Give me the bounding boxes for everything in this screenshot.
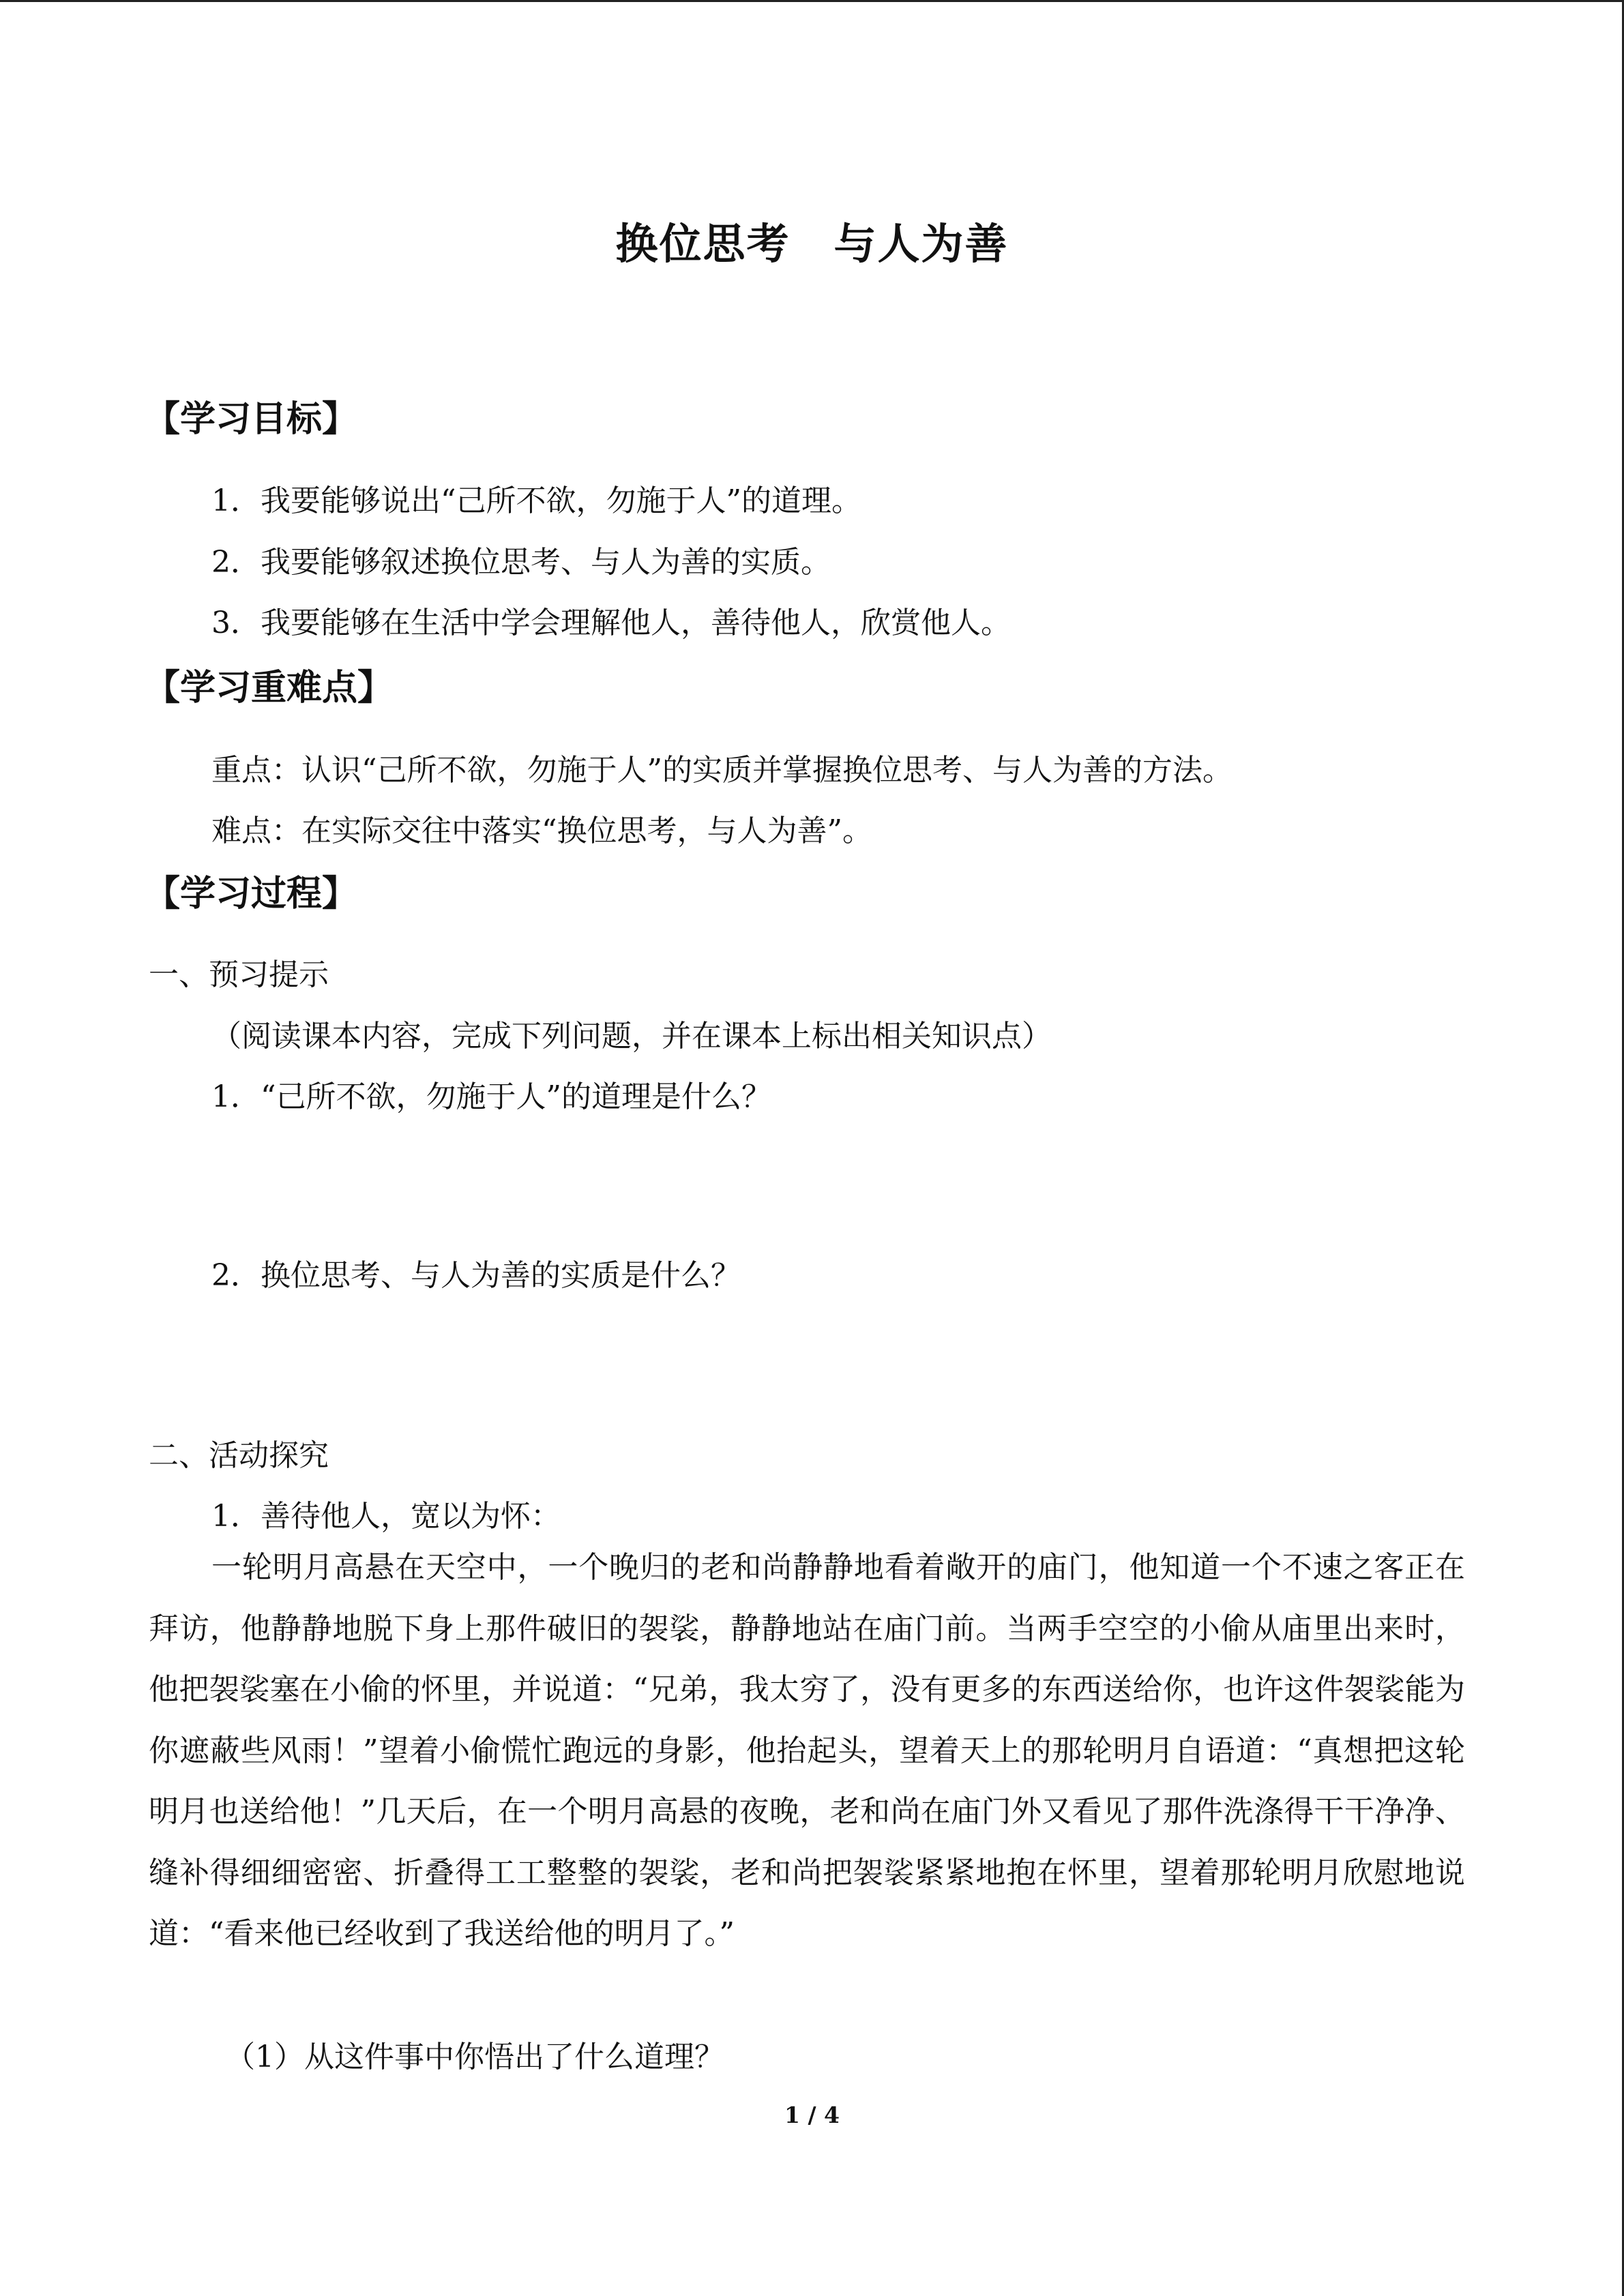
focus-key-point: 重点：认识“己所不欲，勿施于人”的实质并掌握换位思考、与人为善的方法。 (211, 753, 1232, 788)
page-title: 换位思考 与人为善 (615, 219, 1009, 269)
page-number: 1 / 4 (784, 2102, 840, 2128)
goal-item-1: 1．我要能够说出“己所不欲，勿施于人”的道理。 (211, 483, 861, 518)
preview-question-1: 1．“己所不欲，勿施于人”的道理是什么？ (211, 1079, 771, 1114)
section-heading-focus: 【学习重难点】 (145, 668, 394, 709)
preview-question-2: 2．换位思考、与人为善的实质是什么？ (211, 1258, 741, 1293)
preview-heading: 一、预习提示 (149, 957, 329, 992)
preview-note: （阅读课本内容，完成下列问题，并在课本上标出相关知识点） (211, 1019, 1052, 1054)
section-heading-process: 【学习过程】 (145, 874, 358, 914)
goal-item-2: 2．我要能够叙述换位思考、与人为善的实质。 (211, 545, 831, 580)
story-paragraph: 一轮明月高悬在天空中，一个晚归的老和尚静静地看着敞开的庙门，他知道一个不速之客正在拜访，他静静地脱下身上那件破旧的袈裟，静静地站在庙门前。当两手空空的小偷从庙里出来时，他把袈裟塞在小偷的怀里，并说道：“兄弟，我太穷了，没有更多的东西送给你，也许这件袈裟能为你遮蔽些风雨！”望着小偷慌忙跑远的身影，他抬起头，望着天上的那轮明月自语道：“真想把这轮明月也送给他！”几天后，在一个明月高悬的夜晚，老和尚在庙门外又看见了那件洗涤得干干净净、缝补得细细密密、折叠得工工整整的袈裟，老和尚把袈裟紧紧地抱在怀里，望着那轮明月欣慰地说道：“看来他已经收到了我送给他的明月了。” (149, 1550, 1465, 1951)
activity-sub-question-1: （1）从这件事中你悟出了什么道理？ (225, 2040, 724, 2074)
page-border-top (0, 0, 1624, 2)
section-heading-goals: 【学习目标】 (145, 399, 358, 440)
activity-item-1: 1．善待他人，宽以为怀： (211, 1499, 561, 1534)
focus-difficult-point: 难点：在实际交往中落实“换位思考，与人为善”。 (211, 814, 872, 848)
activity-heading: 二、活动探究 (149, 1438, 329, 1473)
goal-item-3: 3．我要能够在生活中学会理解他人，善待他人，欣赏他人。 (211, 606, 1011, 640)
